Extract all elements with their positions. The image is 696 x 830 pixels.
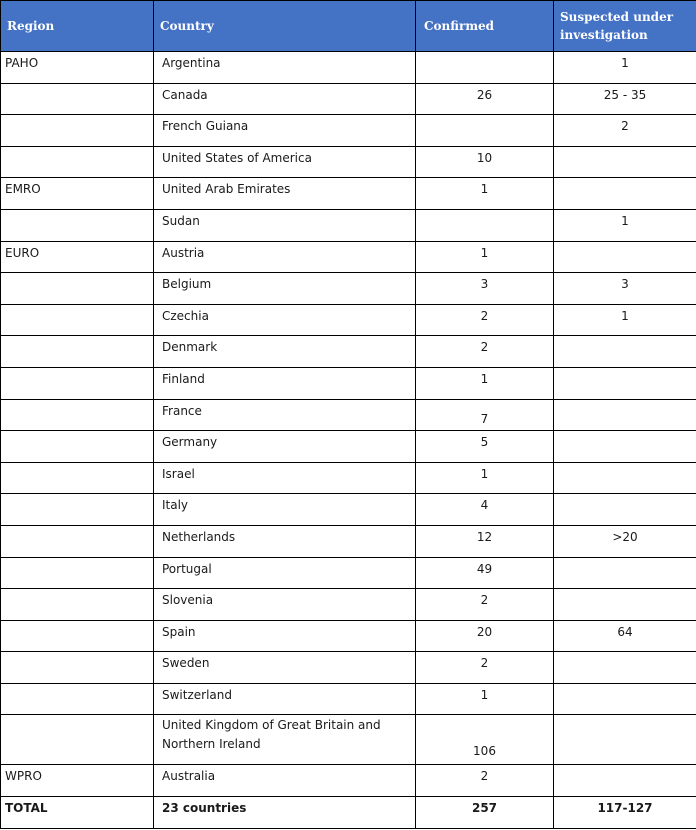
header-region: Region [1,1,154,52]
country-cell: French Guiana [154,115,416,147]
table-row [1,589,696,621]
region-cell [1,652,154,684]
table-row [1,557,696,589]
table-row [1,178,696,210]
total-row [1,797,696,829]
region-cell [1,462,154,494]
confirmed-cell: 2 [416,336,554,368]
suspected-cell [554,367,696,399]
region-cell: WPRO [1,765,154,797]
header-suspected: Suspected under investigation [554,1,696,52]
table-row [1,683,696,715]
confirmed-cell: 1 [416,367,554,399]
country-cell: Sudan [154,209,416,241]
country-cell: Finland [154,367,416,399]
region-cell [1,83,154,115]
confirmed-cell: 2 [416,304,554,336]
table-row [1,620,696,652]
table-row [1,765,696,797]
country-cell: Czechia [154,304,416,336]
region-cell: EURO [1,241,154,273]
confirmed-cell: 2 [416,765,554,797]
country-cell: Slovenia [154,589,416,621]
country-cell: Austria [154,241,416,273]
country-cell: Portugal [154,557,416,589]
country-cell: Spain [154,620,416,652]
total-label: TOTAL [1,797,154,829]
region-cell [1,367,154,399]
region-cell [1,273,154,305]
total-suspected: 117-127 [554,797,696,829]
table-row [1,273,696,305]
confirmed-cell: 12 [416,525,554,557]
country-cell: United Kingdom of Great Britain and Northern Ireland [154,715,416,765]
country-cell: Australia [154,765,416,797]
table-row [1,209,696,241]
country-cell: Belgium [154,273,416,305]
country-cell: Argentina [154,52,416,84]
table-row [1,715,696,765]
region-cell [1,589,154,621]
suspected-cell [554,462,696,494]
suspected-cell: 1 [554,52,696,84]
table-row [1,652,696,684]
confirmed-cell [416,209,554,241]
confirmed-cell: 4 [416,494,554,526]
region-cell: PAHO [1,52,154,84]
total-confirmed: 257 [416,797,554,829]
suspected-cell: 25 - 35 [554,83,696,115]
table-row [1,146,696,178]
confirmed-cell: 3 [416,273,554,305]
confirmed-cell: 1 [416,462,554,494]
table-row [1,336,696,368]
region-cell [1,557,154,589]
suspected-cell [554,336,696,368]
region-cell [1,146,154,178]
suspected-cell: 1 [554,209,696,241]
confirmed-cell: 106 [416,715,554,765]
region-cell: EMRO [1,178,154,210]
table-row [1,52,696,84]
suspected-cell [554,589,696,621]
country-cell: France [154,399,416,431]
suspected-cell: 64 [554,620,696,652]
confirmed-cell: 7 [416,399,554,431]
suspected-cell [554,652,696,684]
region-cell [1,620,154,652]
region-cell [1,683,154,715]
region-cell [1,494,154,526]
header-country: Country [154,1,416,52]
country-cell: Israel [154,462,416,494]
table-row [1,367,696,399]
suspected-cell [554,557,696,589]
suspected-cell [554,683,696,715]
confirmed-cell [416,115,554,147]
suspected-cell: 3 [554,273,696,305]
table-row [1,304,696,336]
table-row [1,494,696,526]
country-cell: United Arab Emirates [154,178,416,210]
region-cell [1,525,154,557]
country-cell: Germany [154,431,416,463]
suspected-cell [554,494,696,526]
table-row [1,115,696,147]
confirmed-cell: 1 [416,683,554,715]
country-cell: Denmark [154,336,416,368]
suspected-cell [554,715,696,765]
suspected-cell [554,178,696,210]
confirmed-cell: 2 [416,589,554,621]
suspected-cell: 1 [554,304,696,336]
suspected-cell [554,146,696,178]
confirmed-cell: 1 [416,178,554,210]
region-cell [1,715,154,765]
region-cell [1,431,154,463]
suspected-cell [554,241,696,273]
header-confirmed: Confirmed [416,1,554,52]
confirmed-cell: 20 [416,620,554,652]
confirmed-cell: 1 [416,241,554,273]
suspected-cell: 2 [554,115,696,147]
table-row [1,241,696,273]
suspected-cell [554,431,696,463]
confirmed-cell: 5 [416,431,554,463]
country-cell: Canada [154,83,416,115]
table-row [1,399,696,431]
suspected-cell: >20 [554,525,696,557]
confirmed-cell: 26 [416,83,554,115]
table-row [1,462,696,494]
country-cell: Netherlands [154,525,416,557]
country-cell: Italy [154,494,416,526]
confirmed-cell: 10 [416,146,554,178]
confirmed-cell [416,52,554,84]
region-cell [1,115,154,147]
region-cell [1,336,154,368]
region-cell [1,399,154,431]
suspected-cell [554,765,696,797]
confirmed-cell: 2 [416,652,554,684]
table-row [1,83,696,115]
confirmed-cell: 49 [416,557,554,589]
header-row [1,1,696,52]
country-cell: Switzerland [154,683,416,715]
country-cell: Sweden [154,652,416,684]
table-row [1,431,696,463]
region-cell [1,304,154,336]
suspected-cell [554,399,696,431]
table-row [1,525,696,557]
country-cell: United States of America [154,146,416,178]
total-countries: 23 countries [154,797,416,829]
region-cell [1,209,154,241]
